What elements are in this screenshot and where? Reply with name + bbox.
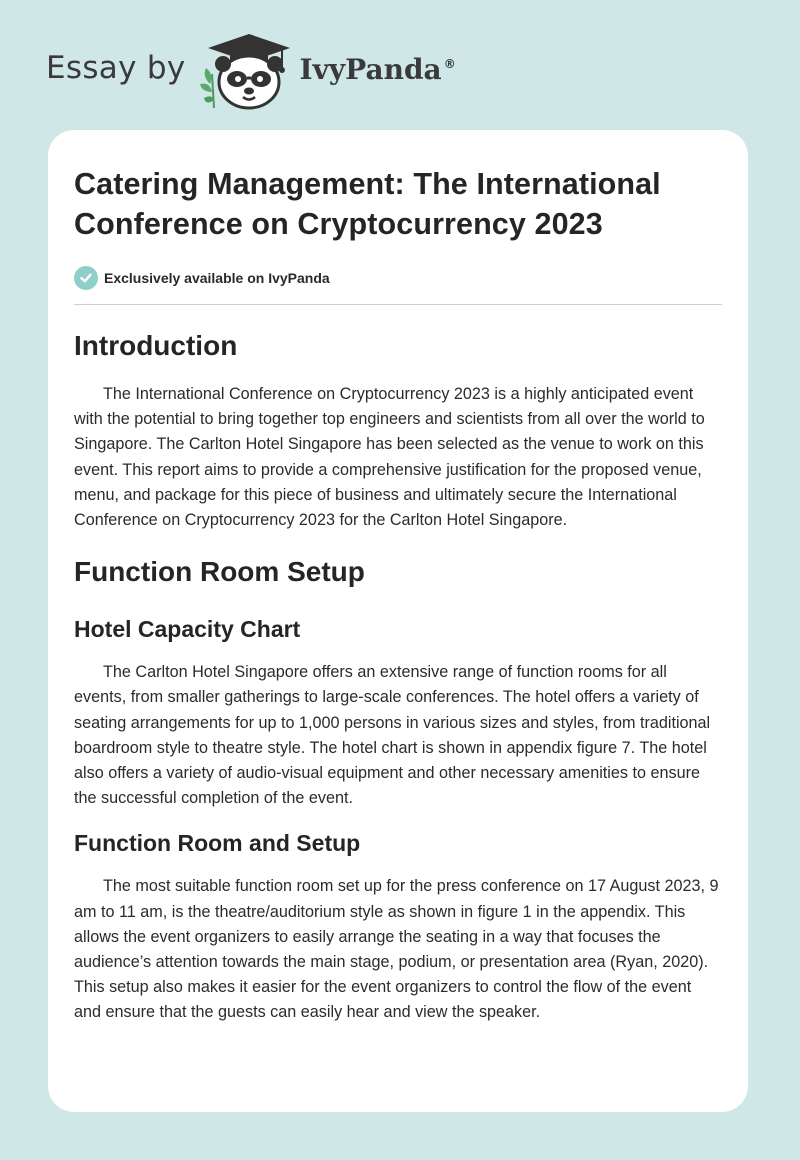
brand-name[interactable]	[300, 53, 456, 86]
essay-card	[48, 130, 748, 1112]
subheading-function-room-and-setup: Function Room and Setup	[74, 830, 361, 857]
panda-logo-icon[interactable]	[200, 30, 298, 112]
subheading-hotel-capacity-chart: Hotel Capacity Chart	[74, 616, 301, 643]
section-heading-introduction: Introduction	[74, 330, 238, 361]
paragraph-introduction: The International Conference on Cryptocurrency 2023 is a highly anticipated event with the potential to bring together top engineers and scientists from all over the world to Singapore. The Carlton Hotel Singapore has been selected as the venue to work on this event. This report aims to provide a comprehensive justification for the proposed venue, menu, and package for this piece of business and ultimately secure the International Conference on Cryptocurrency 2023 for the Carlton Hotel Singapore.	[74, 385, 705, 530]
essay-by-label: Essay by	[46, 50, 186, 86]
brand-text: IvyPanda	[299, 52, 442, 86]
registered-mark: ®	[443, 56, 456, 71]
site-header	[46, 30, 746, 112]
paragraph-hotel-capacity-chart: The Carlton Hotel Singapore offers an extensive range of function rooms for all events, from smaller gatherings to large-scale conferences. The hotel offers a variety of seating arrangements for up to 1,000 persons in various sizes and styles, from traditional boardroom style to theatre style. The hotel chart is shown in appendix figure 7. The hotel also offers a variety of audio-visual equipment and other necessary amenities to ensure the successful completion of the event.	[74, 663, 711, 808]
exclusive-badge	[74, 265, 722, 291]
paragraph-function-room-and-setup: The most suitable function room set up for the press conference on 17 August 2023, 9 am to 11 am, is the theatre/auditorium style as shown in figure 1 in the appendix. This allows the event organizers to easily arrange the seating in a way that focuses the audience’s attention towards the main stage, podium, or presentation area (Ryan, 2020). This setup also makes it easier for the event organizers to control the flow of the event and ensure that the guests can easily hear and view the speaker.	[74, 877, 719, 1022]
check-icon	[74, 266, 98, 290]
divider	[74, 304, 722, 305]
section-heading-function-room-setup: Function Room Setup	[74, 556, 365, 588]
exclusive-text: Exclusively available on IvyPanda	[104, 270, 330, 286]
page-title: Catering Management: The International Conference on Cryptocurrency 2023	[74, 167, 661, 241]
